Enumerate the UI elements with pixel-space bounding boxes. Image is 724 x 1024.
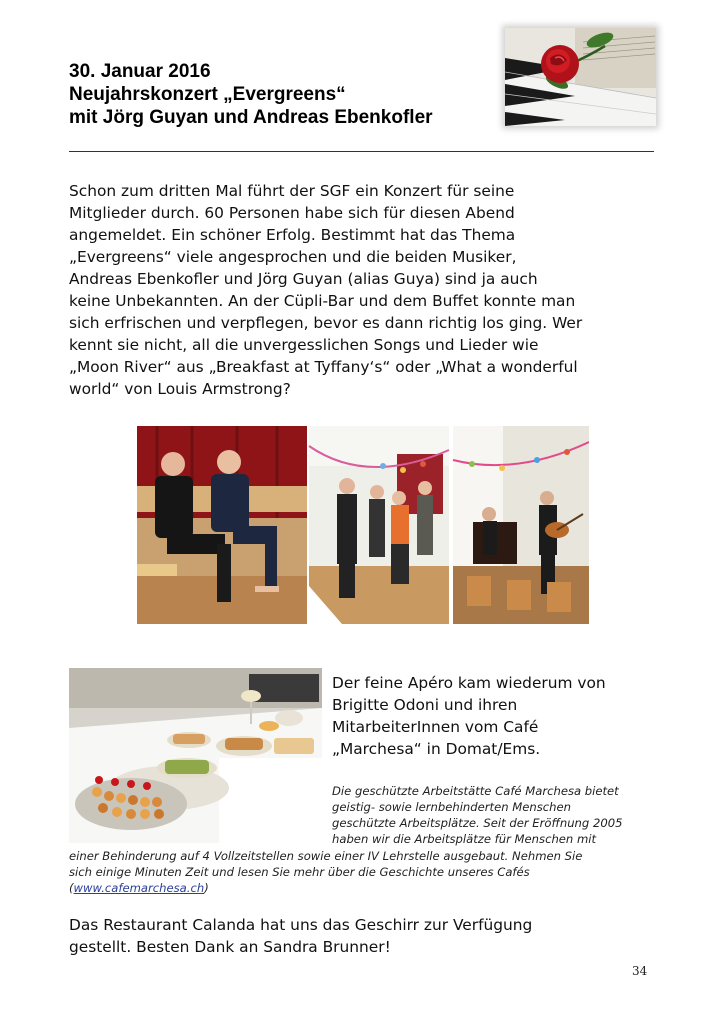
rose-on-piano-photo bbox=[505, 28, 656, 126]
link-paren-close: ) bbox=[204, 881, 209, 895]
page-number: 34 bbox=[632, 964, 648, 978]
intro-line: keine Unbekannten. An der Cüpli-Bar und dem Buffet konnte man bbox=[69, 292, 576, 310]
apero-buffet-photo bbox=[69, 668, 322, 843]
cafe-note-line: sich einige Minuten Zeit und lesen Sie mehr über die Geschichte unseres Cafés bbox=[69, 865, 530, 879]
intro-line: sich erfrischen und verpflegen, bevor es dann richtig los ging. Wer bbox=[69, 314, 583, 332]
cafe-note-right bbox=[332, 783, 662, 847]
cafe-note-link-line bbox=[69, 880, 669, 896]
two-musicians-seated-photo bbox=[137, 426, 307, 624]
title-performers: mit Jörg Guyan und Andreas Ebenkofler bbox=[69, 107, 433, 128]
title-date: 30. Januar 2016 bbox=[69, 61, 211, 82]
apero-line: Brigitte Odoni und ihren bbox=[332, 696, 518, 714]
apero-line: „Marchesa“ in Domat/Ems. bbox=[332, 740, 541, 758]
title-event: Neujahrskonzert „Evergreens“ bbox=[69, 84, 346, 105]
closing-paragraph bbox=[69, 914, 669, 958]
concert-photo-collage bbox=[137, 426, 589, 624]
intro-line: Andreas Ebenkofler und Jörg Guyan (alias Guya) sind ja auch bbox=[69, 270, 538, 288]
cafe-note-line: haben wir die Arbeitsplätze für Menschen mit bbox=[332, 832, 597, 846]
cafe-note-line: geschützte Arbeitsplätze. Seit der Eröffnung 2005 bbox=[332, 816, 623, 830]
cafe-note-line: Die geschützte Arbeitstätte Café Marchesa bietet bbox=[332, 784, 619, 798]
cafe-note-line: geistig- sowie lernbehinderten Menschen bbox=[332, 800, 571, 814]
intro-paragraph bbox=[69, 180, 655, 400]
musicians-performing-photo bbox=[453, 426, 589, 624]
intro-line: world“ von Louis Armstrong? bbox=[69, 380, 291, 398]
cafe-note-line: einer Behinderung auf 4 Vollzeitstellen sowie einer IV Lehrstelle ausgebaut. Nehmen Sie bbox=[69, 849, 583, 863]
article-title bbox=[69, 60, 489, 129]
intro-line: „Evergreens“ viele angesprochen und die beiden Musiker, bbox=[69, 248, 517, 266]
apero-line: Der feine Apéro kam wiederum von bbox=[332, 674, 606, 692]
apero-line: MitarbeiterInnen vom Café bbox=[332, 718, 539, 736]
guests-standing-photo bbox=[309, 426, 449, 624]
apero-paragraph bbox=[332, 672, 662, 760]
intro-line: angemeldet. Ein schöner Erfolg. Bestimmt hat das Thema bbox=[69, 226, 516, 244]
intro-line: „Moon River“ aus „Breakfast at Tyffany‘s“ oder „What a wonderful bbox=[69, 358, 578, 376]
cafe-marchesa-link[interactable]: www.cafemarchesa.ch bbox=[73, 881, 205, 895]
title-divider bbox=[69, 151, 654, 152]
closing-line: gestellt. Besten Dank an Sandra Brunner! bbox=[69, 938, 391, 956]
intro-line: Mitglieder durch. 60 Personen habe sich für diesen Abend bbox=[69, 204, 515, 222]
link-paren-open: ( bbox=[69, 881, 74, 895]
intro-line: Schon zum dritten Mal führt der SGF ein Konzert für seine bbox=[69, 182, 515, 200]
intro-line: kennt sie nicht, all die unvergesslichen Songs und Lieder wie bbox=[69, 336, 539, 354]
cafe-note-full bbox=[69, 848, 669, 896]
closing-line: Das Restaurant Calanda hat uns das Geschirr zur Verfügung bbox=[69, 916, 533, 934]
